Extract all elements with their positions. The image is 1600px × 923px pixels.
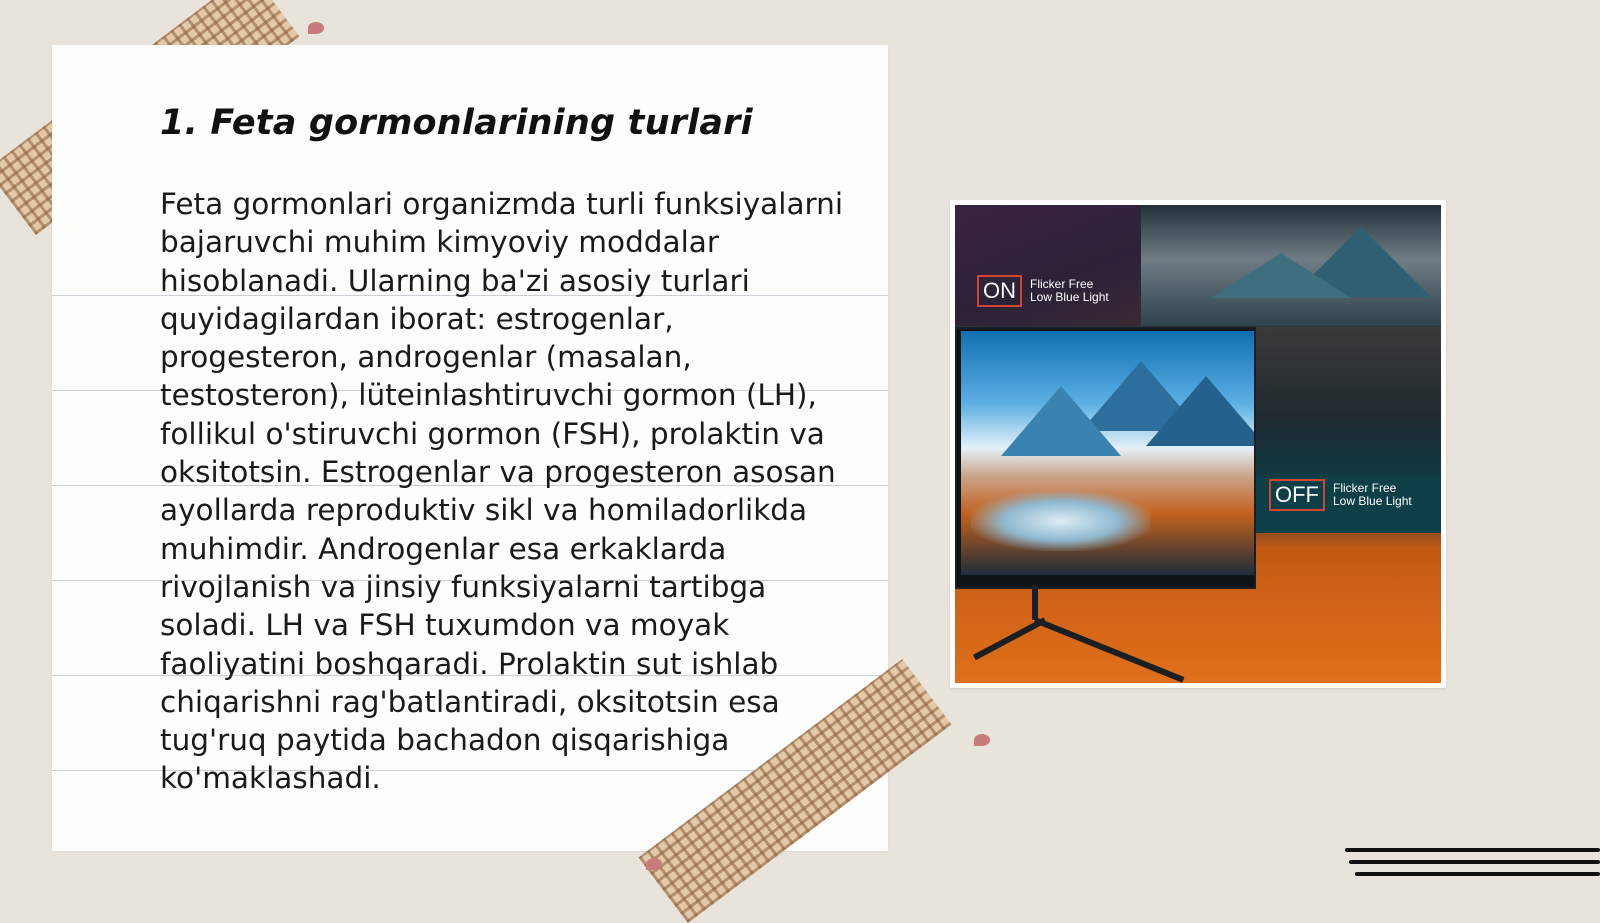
monitor-image xyxy=(955,205,1441,683)
on-panel-landscape xyxy=(1141,205,1441,326)
off-label: OFF xyxy=(1269,479,1325,511)
on-badge-text: Flicker Free Low Blue Light xyxy=(1030,277,1109,304)
on-panel xyxy=(955,205,1141,326)
pin-icon xyxy=(646,858,662,870)
on-label: ON xyxy=(977,275,1022,307)
off-panel-landscape xyxy=(1252,327,1441,477)
on-badge xyxy=(977,275,1109,307)
monitor-screen xyxy=(961,331,1254,575)
monitor-stand xyxy=(1032,585,1038,620)
pin-icon xyxy=(308,22,324,34)
off-badge-text: Flicker Free Low Blue Light xyxy=(1333,481,1412,508)
off-badge xyxy=(1269,479,1412,511)
monitor-photo xyxy=(950,200,1446,688)
pin-icon xyxy=(974,734,990,746)
slide-title: 1. Feta gormonlarining turlari xyxy=(160,103,753,143)
monitor-display xyxy=(955,327,1256,589)
slide-body-text: Feta gormonlari organizmda turli funksiyalarni bajaruvchi muhim kimyoviy moddalar hisoblanadi. Ularning ba'zi asosiy turlari quyidagilardan iborat: estrogenlar, progesteron, androgenlar (masalan, testosteron), lüteinlashtiruvchi gormon (LH), follikul o'stiruvchi gormon (FSH), prolaktin va oksitotsin. Estrogenlar va progesteron asosan ayollarda reproduktiv sikl va homiladorlikda muhimdir. Androgenlar esa erkaklarda rivojlanish va jinsiy funksiyalarni tartibga soladi. LH va FSH tuxumdon va moyak faoliyatini boshqaradi. Prolaktin sut ishlab chiqarishni rag'batlantiradi, oksitotsin esa tug'ruq paytida bachadon qisqarishiga ko'maklashadi. xyxy=(160,187,844,796)
note-paper xyxy=(52,45,888,851)
